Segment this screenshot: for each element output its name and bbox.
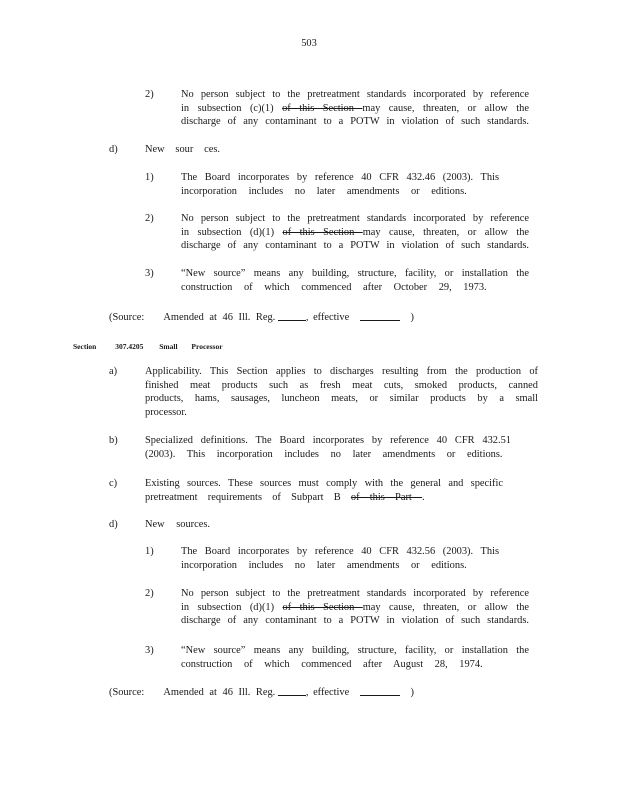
register-blank xyxy=(278,685,306,696)
text-line xyxy=(181,545,499,559)
text-line xyxy=(181,614,529,628)
line-text: No person subject to the pretreatment standards incorporated by reference xyxy=(181,213,530,224)
line-text: construction of which commenced after August 28, 1974. xyxy=(181,658,483,670)
text-line xyxy=(181,102,529,116)
line-text: may cause, threaten, or allow the xyxy=(362,601,530,613)
text-line xyxy=(145,518,210,532)
line-text: Existing sources. These sources must comply with the general and specific xyxy=(145,478,503,489)
line-text: may cause, threaten, or allow the xyxy=(362,102,529,114)
text-line xyxy=(145,491,425,505)
effective-text: , effective xyxy=(305,312,350,323)
line-text: New sources. xyxy=(145,519,210,530)
text-line xyxy=(181,88,529,102)
text-line xyxy=(145,477,503,491)
line-text: discharge of any contaminant to a POTW in violation of such standards. xyxy=(181,615,530,627)
item-label: 2) xyxy=(145,89,154,100)
source-close: ) xyxy=(410,687,414,698)
register-blank xyxy=(278,310,306,321)
line-text: . xyxy=(422,491,425,503)
text-line xyxy=(145,406,187,420)
effective-text: , effective xyxy=(305,687,350,698)
line-text: incorporation includes no later amendments or editions. xyxy=(181,185,467,197)
item-label: 2) xyxy=(145,213,154,224)
section-title: Small Processor xyxy=(159,342,223,351)
text-line xyxy=(145,379,538,393)
item-label: 1) xyxy=(145,172,154,183)
line-text: discharge of any contaminant to a POTW in violation of such standards. xyxy=(181,116,530,128)
text-line xyxy=(181,226,529,240)
line-text: The Board incorporates by reference 40 CFR 432.56 (2003). This xyxy=(181,546,500,557)
text-line xyxy=(181,559,467,573)
line-text: New sour ces. xyxy=(145,144,220,155)
item-label: a) xyxy=(109,366,118,377)
text-line xyxy=(181,587,529,601)
source-text: Amended at 46 Ill. Reg. xyxy=(163,312,276,323)
text-line xyxy=(181,115,529,129)
text-line xyxy=(181,281,487,295)
source-text: Amended at 46 Ill. Reg. xyxy=(163,687,276,698)
line-text: construction of which commenced after October 29, 1973. xyxy=(181,281,487,293)
line-text: The Board incorporates by reference 40 CFR 432.46 (2003). This xyxy=(181,172,500,183)
item-label: c) xyxy=(109,478,118,489)
line-text: “New source” means any building, structure, facility, or installation the xyxy=(181,268,529,279)
text-line xyxy=(181,601,529,615)
text-line xyxy=(145,143,220,157)
item-label: d) xyxy=(109,519,118,530)
text-line xyxy=(181,267,529,281)
struck-text: of this Section xyxy=(282,601,363,613)
line-text: Applicability. This Section applies to discharges resulting from the production of xyxy=(145,366,538,377)
text-line xyxy=(181,239,529,253)
line-text: discharge of any contaminant to a POTW in violation of such standards. xyxy=(181,240,530,252)
page-number: 503 xyxy=(301,38,317,49)
item-label: d) xyxy=(109,144,118,155)
text-line xyxy=(181,185,467,199)
section-heading xyxy=(73,340,223,354)
line-text: Specialized definitions. The Board incorporates by reference 40 CFR 432.51 xyxy=(145,435,511,446)
section-number: 307.4205 xyxy=(115,342,144,351)
text-line xyxy=(145,448,503,462)
text-line xyxy=(181,212,529,226)
item-label: 1) xyxy=(145,546,154,557)
text-line xyxy=(145,434,511,448)
source-note-1 xyxy=(109,310,414,325)
line-text: (2003). This incorporation includes no later amendments or editions. xyxy=(145,448,503,460)
line-text: in subsection (c)(1) xyxy=(181,102,283,114)
text-line xyxy=(181,658,483,672)
line-text: No person subject to the pretreatment standards incorporated by reference xyxy=(181,588,530,599)
text-line xyxy=(181,171,499,185)
source-label: (Source: xyxy=(109,312,145,323)
source-note-2 xyxy=(109,685,414,700)
effective-blank xyxy=(360,310,400,321)
struck-text: of this Section xyxy=(282,102,363,114)
text-line xyxy=(145,365,538,379)
line-text: incorporation includes no later amendments or editions. xyxy=(181,559,467,571)
line-text: “New source” means any building, structure, facility, or installation the xyxy=(181,645,529,656)
line-text: finished meat products such as fresh meat cuts, smoked products, canned xyxy=(145,379,538,391)
item-label: b) xyxy=(109,435,118,446)
line-text: No person subject to the pretreatment standards incorporated by reference xyxy=(181,89,530,100)
text-line xyxy=(145,392,538,406)
line-text: in subsection (d)(1) xyxy=(181,601,283,613)
line-text: products, hams, sausages, luncheon meats, or similar products by a small xyxy=(145,393,538,405)
source-close: ) xyxy=(410,312,414,323)
line-text: in subsection (d)(1) xyxy=(181,226,283,238)
struck-text: of this Section xyxy=(282,226,363,238)
effective-blank xyxy=(360,685,400,696)
text-line xyxy=(181,644,529,658)
line-text: processor. xyxy=(145,406,187,418)
source-label: (Source: xyxy=(109,687,145,698)
struck-text: of this Part xyxy=(350,491,423,503)
item-label: 3) xyxy=(145,645,154,656)
line-text: may cause, threaten, or allow the xyxy=(362,226,530,238)
item-label: 3) xyxy=(145,268,154,279)
item-label: 2) xyxy=(145,588,154,599)
section-word: Section xyxy=(73,342,97,351)
line-text: pretreatment requirements of Subpart B xyxy=(145,491,351,503)
